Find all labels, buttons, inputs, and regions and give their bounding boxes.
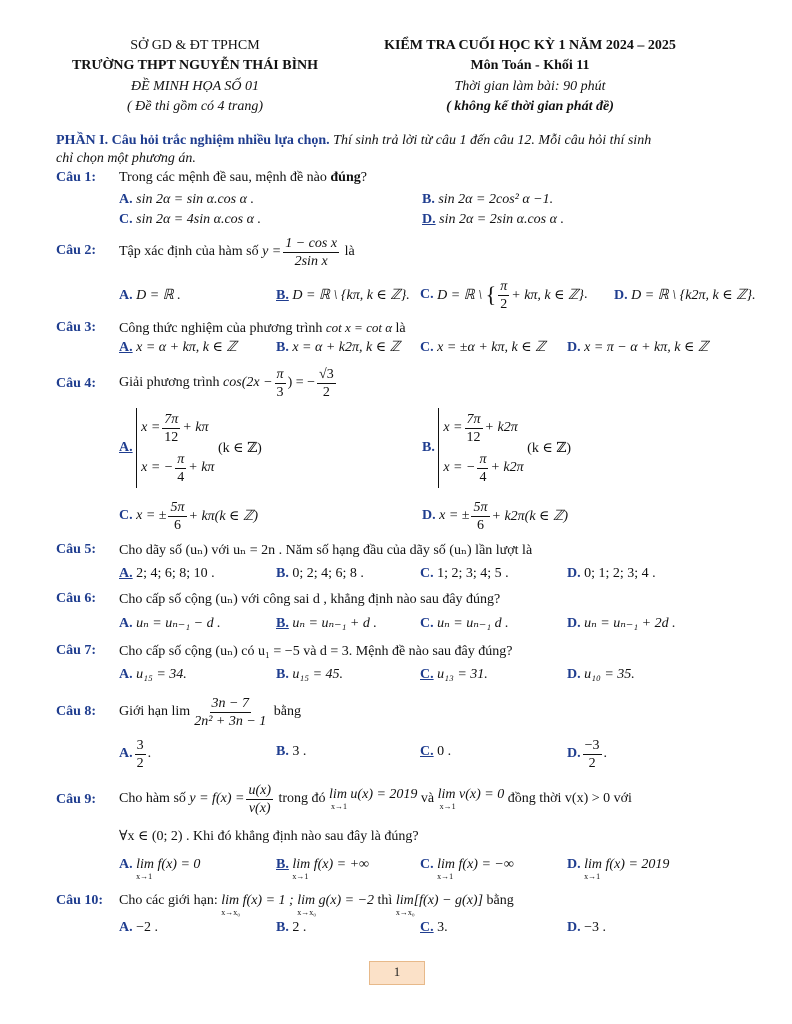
q7-option-b[interactable]: B. u₁₅ = 45. (276, 667, 344, 682)
q9-option-c[interactable]: C. lim f(x) = −∞ x→1 (420, 857, 514, 881)
q4-stem: Giải phương trình cos(2x − $\frac{\pi}{3}$ ) = − $\frac{√3}{2}$ (119, 366, 334, 400)
q5-option-c[interactable]: C. 1; 2; 3; 4; 5 . (420, 566, 509, 581)
q6-option-a[interactable]: A. uₙ = uₙ₋₁ − d . (119, 616, 221, 631)
q2-option-b[interactable]: B. D = ℝ \ {kπ, k ∈ ℤ}. (276, 288, 410, 303)
q6-option-b[interactable]: B. uₙ = uₙ₋₁ + d . (276, 616, 377, 631)
q1-option-c[interactable]: C. sin 2α = 4sin α.cos α . (119, 212, 261, 227)
q3-option-c[interactable]: C. x = ±α + kπ, k ∈ ℤ (420, 340, 546, 355)
duration-note: ( không kể thời gian phát đề) (446, 99, 614, 114)
q5-option-a[interactable]: A. 2; 4; 6; 8; 10 . (119, 566, 215, 581)
q8-label: Câu 8: (56, 704, 97, 719)
q7-option-a[interactable]: A. u₁₅ = 34. (119, 667, 187, 682)
q10-stem: Cho các giới hạn: lim f(x) = 1 ; x→x₀ lim g(x) = −2 x→x₀ thì lim[f(x) − g(x)] x→x₀ bằng (119, 893, 514, 917)
school-name: TRƯỜNG THPT NGUYỄN THÁI BÌNH (71, 58, 319, 73)
q5-stem: Cho dãy số (uₙ) với uₙ = 2n . Năm số hạng đầu của dãy số (uₙ) lần lượt là (119, 543, 533, 558)
q9-stem: Cho hàm số y = f(x) = $\frac{u(x)}{v(x)}$ trong đó lim u(x) = 2019 x→1 và lim v(x) = 0 x→1 đồng thời v(x) > 0 với (119, 782, 632, 816)
q7-option-d[interactable]: D. u₁₀ = 35. (567, 667, 635, 682)
q8-option-b[interactable]: B. 3 . (276, 744, 307, 759)
q4-option-d[interactable]: D. x = ± $\frac{5\pi}{6}$ + k2π(k ∈ ℤ) (422, 499, 569, 533)
q9-option-d[interactable]: D. lim f(x) = 2019 x→1 (567, 857, 670, 881)
q4-b-system: x = $\frac{7\pi}{12}$ + k2π x = − $\frac{\pi}{4}$ + k2π (438, 408, 523, 488)
q7-option-c[interactable]: C. u₁₃ = 31. (420, 667, 488, 682)
q8-option-a[interactable]: A. $\frac{3}{2}$ . (119, 737, 152, 771)
q3-option-b[interactable]: B. x = α + k2π, k ∈ ℤ (276, 340, 401, 355)
q7-label: Câu 7: (56, 643, 97, 658)
exam-code: ĐỀ MINH HỌA SỐ 01 (130, 79, 260, 94)
q2-option-c[interactable]: C. D = ℝ \ { $\frac{\pi}{2}$ + kπ, k ∈ ℤ} . (420, 278, 588, 312)
q7-stem: Cho cấp số cộng (uₙ) có u₁ = −5 và d = 3. Mệnh đề nào sau đây đúng? (119, 644, 513, 659)
q5-label: Câu 5: (56, 542, 97, 557)
q1-label: Câu 1: (56, 170, 97, 185)
exam-title: KIỂM TRA CUỐI HỌC KỲ 1 NĂM 2024 – 2025 (384, 38, 676, 53)
q6-label: Câu 6: (56, 591, 97, 606)
q9-label: Câu 9: (56, 792, 97, 807)
page-number: 1 (369, 961, 425, 985)
q3-stem: Công thức nghiệm của phương trình cot x = cot α là (119, 320, 406, 336)
q10-option-c[interactable]: C. 3. (420, 920, 448, 935)
q1-option-b[interactable]: B. sin 2α = 2cos² α −1. (422, 192, 554, 207)
q2-fraction: $\frac{\text{1 − cos x}}{\text{2sin x}}$ (285, 235, 338, 269)
q10-option-d[interactable]: D. −3 . (567, 920, 607, 935)
q4-option-c[interactable]: C. x = ± $\frac{5\pi}{6}$ + kπ(k ∈ ℤ) (119, 499, 259, 533)
q5-option-b[interactable]: B. 0; 2; 4; 6; 8 . (276, 566, 364, 581)
q1-stem: Trong các mệnh đề sau, mệnh đề nào đúng? (119, 170, 367, 185)
school-dept: SỞ GD & ĐT TPHCM (130, 38, 260, 53)
q6-option-d[interactable]: D. uₙ = uₙ₋₁ + 2d . (567, 616, 676, 631)
q8-option-c[interactable]: C. 0 . (420, 744, 452, 759)
q10-option-b[interactable]: B. 2 . (276, 920, 307, 935)
part1-title: PHẦN I. Câu hỏi trắc nghiệm nhiều lựa chọn. (56, 133, 330, 148)
q9-option-a[interactable]: A. lim f(x) = 0 x→1 (119, 857, 201, 881)
q1-option-a[interactable]: A. sin 2α = sin α.cos α . (119, 192, 254, 207)
q2-stem: Tập xác định của hàm số y = $\frac{\text{1 − cos x}}{\text{2sin x}}$ là (119, 235, 355, 269)
part1-instruction: Thí sinh trả lời từ câu 1 đến câu 12. Mỗi câu hỏi thí sinh (333, 133, 652, 148)
q9-stem-cont: ∀x ∈ (0; 2) . Khi đó khẳng định nào sau đây là đúng? (119, 829, 419, 844)
q3-option-a[interactable]: A. x = α + kπ, k ∈ ℤ (119, 340, 237, 355)
duration: Thời gian làm bài: 90 phút (454, 79, 606, 94)
part1-heading (56, 133, 651, 149)
q9-option-b[interactable]: B. lim f(x) = +∞ x→1 (276, 857, 370, 881)
q1-option-d[interactable]: D. sin 2α = 2sin α.cos α . (422, 212, 564, 227)
subject: Môn Toán - Khối 11 (470, 58, 590, 73)
part1-instruction-cont: chỉ chọn một phương án. (56, 151, 196, 166)
q10-label: Câu 10: (56, 893, 104, 908)
page-count: ( Đề thi gồm có 4 trang) (126, 99, 264, 114)
q8-option-d[interactable]: D. $\frac{-3}{2}$ . (567, 737, 608, 771)
q5-option-d[interactable]: D. 0; 1; 2; 3; 4 . (567, 566, 656, 581)
q2-option-a[interactable]: A. D = ℝ . (119, 288, 181, 303)
q3-label: Câu 3: (56, 320, 97, 335)
q4-option-a[interactable]: A. x = $\frac{7\pi}{12}$ + kπ x = − $\frac{\pi}{4}$ + kπ (k ∈ ℤ) (119, 408, 262, 488)
q6-option-c[interactable]: C. uₙ = uₙ₋₁ d . (420, 616, 509, 631)
q3-option-d[interactable]: D. x = π − α + kπ, k ∈ ℤ (567, 340, 709, 355)
q2-label: Câu 2: (56, 243, 97, 258)
q2-option-d[interactable]: D. D = ℝ \ {k2π, k ∈ ℤ}. (614, 288, 756, 303)
q4-option-b[interactable]: B. x = $\frac{7\pi}{12}$ + k2π x = − $\frac{\pi}{4}$ + k2π (k ∈ ℤ) (422, 408, 571, 488)
q8-stem: Giới hạn lim $\frac{3n - 7}{\text{2n² + 3n − 1}}$ bằng (119, 695, 301, 729)
q10-option-a[interactable]: A. −2 . (119, 920, 159, 935)
q6-stem: Cho cấp số cộng (uₙ) với công sai d , khẳng định nào sau đây đúng? (119, 592, 501, 607)
q4-label: Câu 4: (56, 376, 97, 391)
q4-a-system: x = $\frac{7\pi}{12}$ + kπ x = − $\frac{\pi}{4}$ + kπ (136, 408, 214, 488)
